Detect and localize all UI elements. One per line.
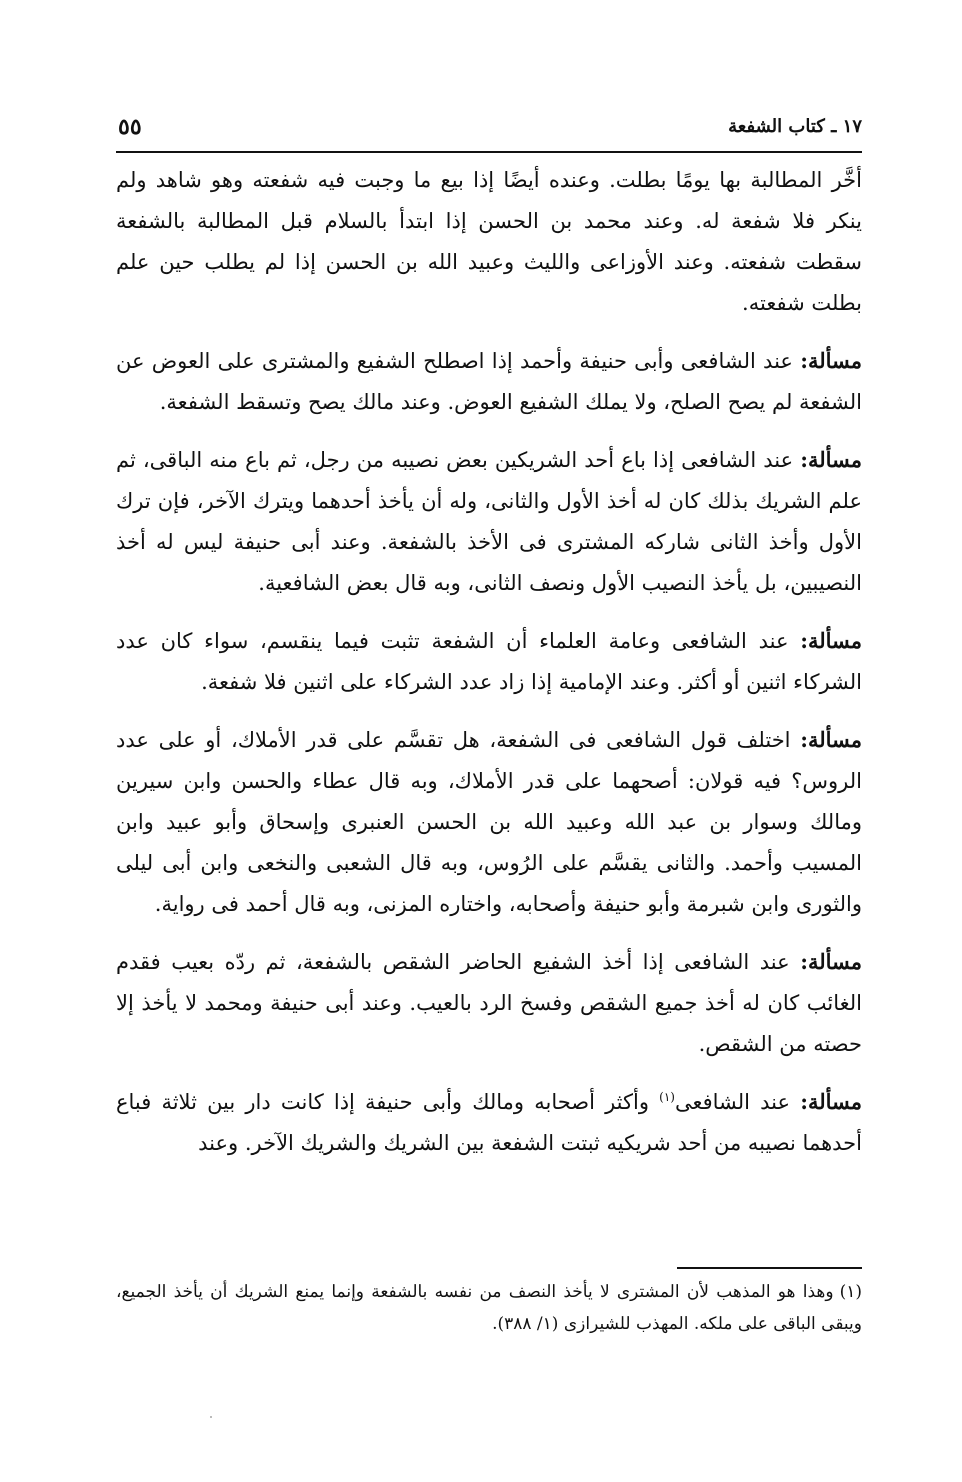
header-rule <box>116 151 862 153</box>
masala-label: مسألة: <box>800 727 862 752</box>
masala-label: مسألة: <box>800 348 862 373</box>
masala-label: مسألة: <box>800 628 862 653</box>
scan-speck <box>210 1416 212 1418</box>
paragraph-continuation <box>116 160 862 324</box>
paragraph-text: وأكثر أصحابه ومالك وأبى حنيفة إذا كانت دار بين ثلاثة فباع أحدهما نصيبه من أحد شريكيه ثبتت الشفعة بين الشريك والشريك الآخر. وعند <box>116 1090 862 1155</box>
masala-paragraph <box>116 941 862 1065</box>
footnote <box>116 1276 862 1340</box>
masala-label: مسألة: <box>800 447 862 472</box>
footnote-text: وهذا هو المذهب لأن المشترى لا يأخذ النصف من نفسه بالشفعة وإنما يمنع الشريك أن يأخذ الجميع، ويبقى الباقى على ملكه. المهذب للشيرازى (١/ ٣٨٨). <box>116 1282 862 1334</box>
chapter-title: ١٧ ـ كتاب الشفعة <box>728 116 862 137</box>
masala-label: مسألة: <box>800 1089 862 1114</box>
masala-paragraph <box>116 1081 862 1164</box>
paragraph-text: أخَّر المطالبة بها يومًا بطلت. وعنده أيضًا إذا بيع ما وجبت فيه شفعته وهو شاهد ولم ينكر فلا شفعة له. وعند محمد بن الحسن إذا ابتدأ بالسلام قبل المطالبة بالشفعة سقطت شفعته. وعند الأوزاعى والليث وعبيد الله بن الحسن إذا لم يطلب حين علم بطلت شفعته. <box>116 168 862 315</box>
masala-paragraph <box>116 340 862 423</box>
footnote-rule <box>677 1267 862 1269</box>
masala-paragraph <box>116 620 862 703</box>
footnote-reference[interactable]: (١) <box>659 1090 675 1104</box>
main-text <box>116 160 862 1180</box>
paragraph-text: عند الشافعى إذا أخذ الشفيع الحاضر الشقص بالشفعة، ثم ردّه بعيب فقدم الغائب كان له أخذ جميع الشقص وفسخ الرد بالعيب. وعند أبى حنيفة ومحمد لا يأخذ إلا حصته من الشقص. <box>116 950 862 1056</box>
page-number: ٥٥ <box>118 114 142 140</box>
masala-label: مسألة: <box>800 949 862 974</box>
masala-paragraph <box>116 439 862 604</box>
masala-paragraph <box>116 719 862 925</box>
paragraph-text: عند الشافعى وأبى حنيفة وأحمد إذا اصطلح الشفيع والمشترى على العوض عن الشفعة لم يصح الصلح، ولا يملك الشفيع العوض. وعند مالك يصح وتسقط الشفعة. <box>116 349 862 414</box>
paragraph-text: اختلف قول الشافعى فى الشفعة، هل تقسَّم على قدر الأملاك، أو على عدد الروس؟ فيه قولان: أصحهما على قدر الأملاك، وبه قال عطاء والحسن وابن سيرين ومالك وسوار بن عبد الله وعبيد الله بن الحسن العنبرى وإسحاق وأبو عبيد وابن المسيب وأحمد. والثانى يقسَّم على الرُوس، وبه قال الشعبى والنخعى وابن أبى ليلى والثورى وابن شبرمة وأبو حنيفة وأصحابه، واختاره المزنى، وبه قال أحمد فى رواية. <box>116 728 862 916</box>
paragraph-text: عند الشافعى <box>674 1090 801 1114</box>
paragraph-text: عند الشافعى إذا باع أحد الشريكين بعض نصيبه من رجل، ثم باع منه الباقى، ثم علم الشريك بذلك كان له أخذ الأول والثانى، وله أن يأخذ أحدهما ويترك الآخر، فإن ترك الأول وأخذ الثانى شاركه المشترى فى الأخذ بالشفعة. وعند أبى حنيفة ليس له أخذ النصيبين، بل يأخذ النصيب الأول ونصف الثانى، وبه قال بعض الشافعية. <box>116 448 862 595</box>
footnote-number: (١) <box>839 1282 862 1302</box>
paragraph-text: عند الشافعى وعامة العلماء أن الشفعة تثبت فيما ينقسم، سواء كان عدد الشركاء اثنين أو أكثر. وعند الإمامية إذا زاد عدد الشركاء على اثنين فلا شفعة. <box>116 629 862 694</box>
running-header <box>116 112 862 148</box>
